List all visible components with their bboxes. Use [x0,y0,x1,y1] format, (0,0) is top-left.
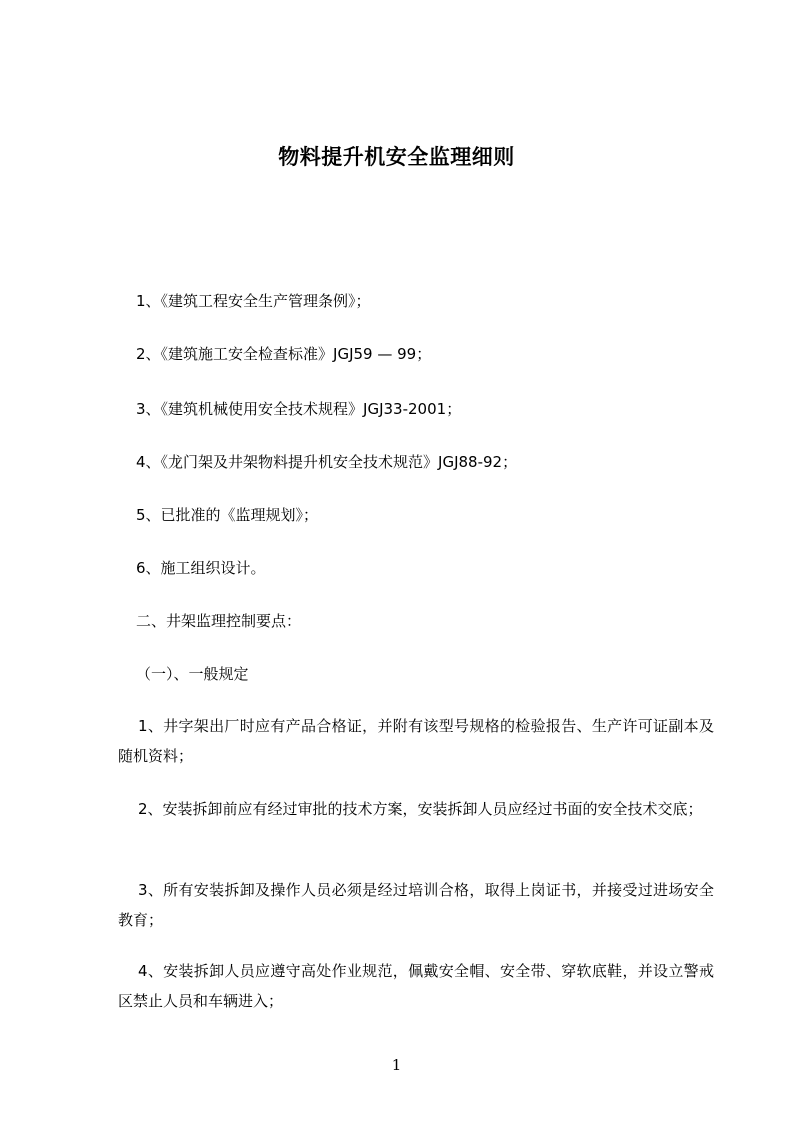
reference-item-4: 4、《龙门架及井架物料提升机安全技术规范》JGJ88-92； [136,453,518,471]
subsection-heading: （一）、一般规定 [136,665,249,683]
rule-item-4: 4、安装拆卸人员应遵守高处作业规范，佩戴安全帽、安全带、穿软底鞋，并设立警戒区禁止人员和车辆进入； [118,962,714,1010]
section-heading: 二、井架监理控制要点： [136,612,302,630]
reference-item-2: 2、《建筑施工安全检查标准》JGJ59 — 99； [136,345,432,363]
rule-item-1: 1、井字架出厂时应有产品合格证，并附有该型号规格的检验报告、生产许可证副本及随机资料； [118,717,714,765]
rule-item-2: 2、安装拆卸前应有经过审批的技术方案，安装拆卸人员应经过书面的安全技术交底； [138,800,703,818]
rule-item-3: 3、所有安装拆卸及操作人员必须是经过培训合格，取得上岗证书，并接受过进场安全教育； [118,881,714,929]
document-title: 物料提升机安全监理细则 [278,145,515,169]
reference-item-1: 1、《建筑工程安全生产管理条例》； [136,292,371,310]
reference-item-3: 3、《建筑机械使用安全技术规程》JGJ33-2001； [136,400,462,418]
page-number: 1 [391,1056,402,1074]
reference-item-6: 6、施工组织设计。 [136,559,266,577]
reference-item-5: 5、已批准的《监理规划》； [136,506,319,524]
